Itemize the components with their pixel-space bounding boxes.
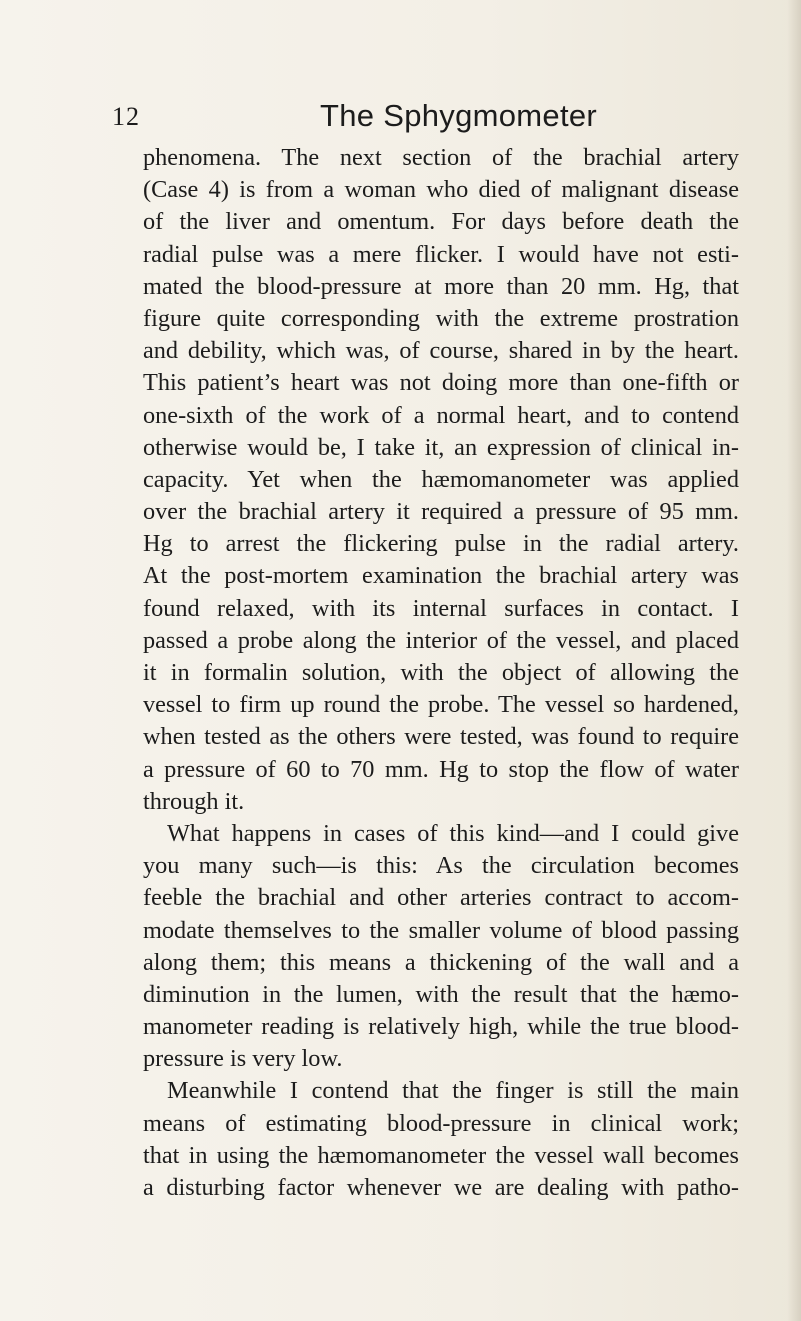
text-line: capacity. Yet when the hæmomanometer was applied: [143, 465, 739, 493]
body-text: [143, 142, 739, 1204]
text-line: one-sixth of the work of a normal heart, and to contend: [143, 401, 739, 429]
text-line: passed a probe along the interior of the vessel, and placed: [143, 626, 739, 654]
text-line: vessel to firm up round the probe. The vessel so hardened,: [143, 691, 739, 719]
text-line: it in formalin solution, with the object of allowing the: [143, 659, 739, 686]
text-line: (Case 4) is from a woman who died of malignant disease: [143, 176, 739, 204]
text-line: a pressure of 60 to 70 mm. Hg to stop the flow of water: [143, 755, 739, 783]
page-number: 12: [112, 102, 140, 131]
text-line: and debility, which was, of course, shared in by the heart.: [143, 337, 739, 365]
text-line: phenomena. The next section of the brachial artery: [143, 144, 739, 171]
text-line: when tested as the others were tested, was found to require: [143, 723, 739, 751]
text-line: At the post-mortem examination the brachial artery was: [143, 562, 739, 590]
text-line: radial pulse was a mere flicker. I would have not esti-: [143, 240, 739, 268]
paragraph-start-line: Meanwhile I contend that the finger is still the main: [167, 1077, 739, 1105]
text-line: over the brachial artery it required a pressure of 95 mm.: [143, 498, 739, 526]
text-line: means of estimating blood-pressure in clinical work;: [143, 1109, 739, 1137]
text-line: manometer reading is relatively high, while the true blood-: [143, 1013, 739, 1041]
text-line: feeble the brachial and other arteries contract to accom-: [143, 884, 739, 912]
running-title: The Sphygmometer: [320, 98, 598, 133]
text-line: you many such—is this: As the circulation becomes: [143, 852, 739, 880]
text-line: pressure is very low.: [143, 1045, 343, 1073]
page-header: [112, 98, 712, 138]
text-line: through it.: [143, 787, 245, 815]
text-line: This patient’s heart was not doing more than one-fifth or: [143, 369, 739, 397]
text-line: found relaxed, with its internal surfaces in contact. I: [143, 594, 739, 622]
text-line: Hg to arrest the flickering pulse in the radial artery.: [143, 530, 739, 558]
text-line: modate themselves to the smaller volume of blood passing: [143, 916, 739, 944]
text-line: that in using the hæmomanometer the vessel wall becomes: [143, 1141, 739, 1169]
text-line: along them; this means a thickening of the wall and a: [143, 948, 739, 976]
text-line: otherwise would be, I take it, an expression of clinical in-: [143, 433, 739, 461]
text-line: mated the blood-pressure at more than 20 mm. Hg, that: [143, 272, 739, 300]
text-line: diminution in the lumen, with the result that the hæmo-: [143, 980, 739, 1008]
text-line: figure quite corresponding with the extreme prostration: [143, 304, 739, 332]
page-edge-shadow: [787, 0, 801, 1321]
paragraph-start-line: What happens in cases of this kind—and I could give: [167, 819, 739, 847]
text-line: a disturbing factor whenever we are dealing with patho-: [143, 1174, 739, 1201]
text-line: of the liver and omentum. For days before death the: [143, 208, 739, 236]
